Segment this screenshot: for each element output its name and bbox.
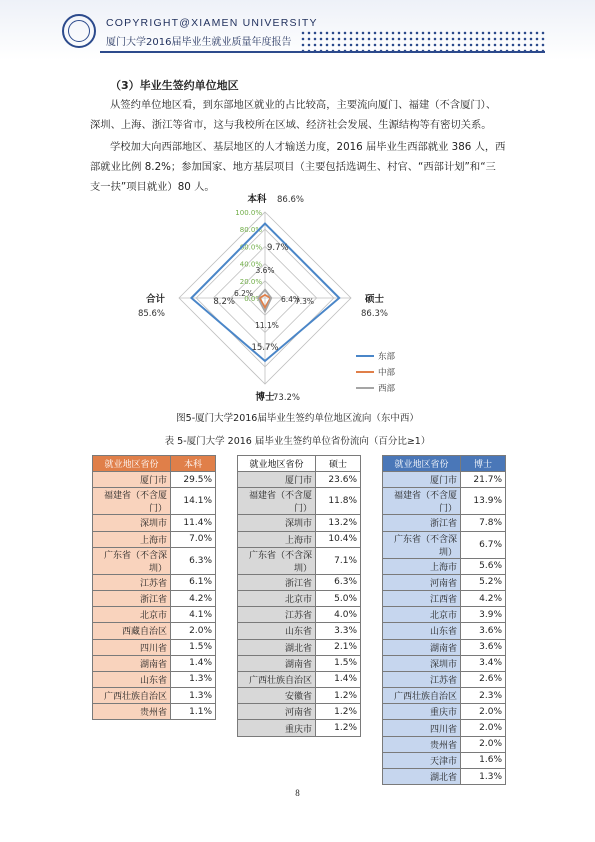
data-label-west: 15.7% [251, 343, 279, 353]
province-cell: 湖南省 [238, 655, 316, 671]
table-row [238, 671, 361, 687]
percent-cell: 1.3% [461, 769, 506, 785]
percent-cell: 1.5% [316, 655, 361, 671]
percent-cell: 1.4% [316, 671, 361, 687]
percent-cell: 6.7% [461, 531, 506, 558]
table-row [238, 639, 361, 655]
province-cell: 北京市 [93, 607, 171, 623]
province-cell: 广东省（不含深圳） [93, 547, 171, 574]
figure-caption: 图5-厦门大学2016届毕业生签约单位地区流向（东中西） [176, 413, 419, 424]
paragraph-2-line-3: 支一扶”项目就业）80 人。 [90, 181, 215, 193]
table-row [238, 688, 361, 704]
university-logo [62, 14, 96, 48]
percent-cell: 6.3% [316, 574, 361, 590]
percent-cell: 3.6% [461, 639, 506, 655]
legend-label: 东部 [378, 352, 396, 362]
percent-cell: 4.1% [171, 607, 216, 623]
table-row [383, 488, 506, 515]
table-master [237, 455, 361, 737]
table-row [238, 547, 361, 574]
table-row [93, 531, 216, 547]
table-row [93, 688, 216, 704]
percent-cell: 10.4% [316, 531, 361, 547]
province-cell: 福建省（不含厦门） [383, 488, 461, 515]
data-label-east: 85.6% [137, 309, 165, 319]
table-row [93, 639, 216, 655]
province-cell: 上海市 [238, 531, 316, 547]
percent-cell: 29.5% [171, 472, 216, 488]
table-row [93, 671, 216, 687]
percent-cell: 7.8% [461, 515, 506, 531]
tick-label: 60.0% [239, 243, 262, 252]
province-cell: 河南省 [238, 704, 316, 720]
percent-cell: 4.2% [171, 590, 216, 606]
percent-cell: 11.8% [316, 488, 361, 515]
section-heading: （3）毕业生签约单位地区 [110, 79, 239, 92]
page-number: 8 [295, 788, 300, 798]
axis-label: 合计 [145, 294, 165, 305]
percent-cell: 5.0% [316, 590, 361, 606]
table-row [383, 671, 506, 687]
percent-cell: 23.6% [316, 472, 361, 488]
province-cell: 广西壮族自治区 [93, 688, 171, 704]
percent-cell: 1.1% [171, 704, 216, 720]
table-row [383, 704, 506, 720]
table-row [93, 488, 216, 515]
data-label-west: 8.2% [213, 297, 235, 307]
table-row [93, 515, 216, 531]
header-dot-pattern [300, 30, 545, 52]
province-cell: 北京市 [238, 590, 316, 606]
percent-cell: 5.6% [461, 558, 506, 574]
paragraph-1 [90, 95, 530, 135]
province-cell: 山东省 [238, 623, 316, 639]
table-caption: 表 5-厦门大学 2016 届毕业生签约单位省份流向（百分比≥1） [164, 436, 431, 447]
percent-cell: 21.7% [461, 472, 506, 488]
header-degree: 硕士 [316, 456, 361, 472]
header-degree: 本科 [171, 456, 216, 472]
province-cell: 河南省 [383, 574, 461, 590]
percent-cell: 2.0% [461, 736, 506, 752]
province-cell: 湖南省 [93, 655, 171, 671]
tick-label: 100.0% [235, 209, 262, 217]
percent-cell: 2.0% [171, 623, 216, 639]
table-row [238, 590, 361, 606]
percent-cell: 11.4% [171, 515, 216, 531]
province-cell: 湖北省 [238, 639, 316, 655]
page-header [0, 0, 595, 60]
table-row [93, 607, 216, 623]
province-cell: 重庆市 [238, 720, 316, 736]
data-label-central: 3.6% [255, 266, 275, 275]
header-degree: 博士 [461, 456, 506, 472]
province-cell: 四川省 [93, 639, 171, 655]
table-row [383, 515, 506, 531]
province-cell: 广东省（不含深圳） [238, 547, 316, 574]
percent-cell: 2.0% [461, 720, 506, 736]
province-cell: 厦门市 [93, 472, 171, 488]
percent-cell: 13.2% [316, 515, 361, 531]
table-row [238, 720, 361, 736]
table-row [93, 655, 216, 671]
province-cell: 厦门市 [383, 472, 461, 488]
percent-cell: 2.6% [461, 671, 506, 687]
table-row [93, 547, 216, 574]
table-row [93, 704, 216, 720]
table-row [383, 769, 506, 785]
table-row [383, 720, 506, 736]
percent-cell: 1.6% [461, 752, 506, 768]
table-undergrad [92, 455, 216, 720]
table-row [238, 623, 361, 639]
paragraph-1-line-1: 从签约单位地区看，到东部地区就业的占比较高，主要流向厦门、福建（不含厦门）、 [110, 99, 497, 111]
paragraph-2-line-1: 学校加大向西部地区、基层地区的人才输送力度，2016 届毕业生西部就业 386 人，西 [110, 141, 506, 153]
header-subtitle: 厦门大学2016届毕业生就业质量年度报告 [106, 37, 292, 48]
percent-cell: 4.0% [316, 607, 361, 623]
data-label-central: 11.1% [255, 321, 279, 330]
table-row [238, 472, 361, 488]
table-row [238, 515, 361, 531]
data-label-west: 9.7% [267, 243, 289, 253]
data-label-west: 7.3% [295, 297, 315, 306]
percent-cell: 7.0% [171, 531, 216, 547]
province-cell: 安徽省 [238, 688, 316, 704]
axis-label: 硕士 [365, 294, 385, 305]
header-province: 就业地区省份 [383, 456, 461, 472]
table-doctor [382, 455, 506, 785]
paragraph-2-line-2: 部就业比例 8.2%；参加国家、地方基层项目（主要包括选调生、村官、“西部计划”和“三 [90, 161, 496, 173]
table-row [238, 655, 361, 671]
data-label-east: 86.3% [361, 309, 389, 319]
province-cell: 广西壮族自治区 [383, 688, 461, 704]
header-province: 就业地区省份 [238, 456, 316, 472]
province-cell: 深圳市 [238, 515, 316, 531]
table-header-row [238, 456, 361, 472]
data-label-central: 6.4% [281, 295, 301, 304]
table-row [383, 752, 506, 768]
table-row [238, 531, 361, 547]
province-cell: 贵州省 [383, 736, 461, 752]
table-row [93, 472, 216, 488]
tick-label: 0.0% [244, 295, 262, 303]
province-cell: 贵州省 [93, 704, 171, 720]
table-row [238, 488, 361, 515]
province-cell: 浙江省 [383, 515, 461, 531]
percent-cell: 1.5% [171, 639, 216, 655]
table-row [383, 607, 506, 623]
header-rule [100, 51, 545, 53]
percent-cell: 1.2% [316, 720, 361, 736]
percent-cell: 1.4% [171, 655, 216, 671]
percent-cell: 1.2% [316, 688, 361, 704]
table-row [93, 590, 216, 606]
table-row [383, 736, 506, 752]
percent-cell: 2.3% [461, 688, 506, 704]
percent-cell: 3.6% [461, 623, 506, 639]
province-cell: 四川省 [383, 720, 461, 736]
percent-cell: 2.0% [461, 704, 506, 720]
axis-label: 博士 [255, 392, 275, 403]
percent-cell: 1.3% [171, 688, 216, 704]
percent-cell: 6.3% [171, 547, 216, 574]
province-cell: 厦门市 [238, 472, 316, 488]
percent-cell: 7.1% [316, 547, 361, 574]
axis-label: 本科 [247, 194, 267, 205]
percent-cell: 2.1% [316, 639, 361, 655]
tick-label: 80.0% [239, 226, 262, 235]
percent-cell: 3.3% [316, 623, 361, 639]
legend-label: 西部 [378, 384, 396, 394]
province-cell: 北京市 [383, 607, 461, 623]
tick-label: 40.0% [239, 260, 262, 269]
province-cell: 湖北省 [383, 769, 461, 785]
table-row [383, 688, 506, 704]
province-cell: 深圳市 [93, 515, 171, 531]
province-cell: 浙江省 [238, 574, 316, 590]
province-cell: 福建省（不含厦门） [93, 488, 171, 515]
table-header-row [93, 456, 216, 472]
province-cell: 江苏省 [383, 671, 461, 687]
data-label-central: 6.2% [233, 289, 253, 298]
header-province: 就业地区省份 [93, 456, 171, 472]
header-title: COPYRIGHT@XIAMEN UNIVERSITY [106, 17, 318, 29]
percent-cell: 3.9% [461, 607, 506, 623]
province-cell: 深圳市 [383, 655, 461, 671]
province-cell: 上海市 [383, 558, 461, 574]
percent-cell: 14.1% [171, 488, 216, 515]
province-cell: 山东省 [93, 671, 171, 687]
percent-cell: 1.3% [171, 671, 216, 687]
table-row [383, 472, 506, 488]
province-cell: 天津市 [383, 752, 461, 768]
percent-cell: 4.2% [461, 590, 506, 606]
table-row [238, 574, 361, 590]
province-cell: 西藏自治区 [93, 623, 171, 639]
data-label-east: 73.2% [273, 393, 301, 403]
province-cell: 江苏省 [93, 574, 171, 590]
table-row [383, 655, 506, 671]
percent-cell: 5.2% [461, 574, 506, 590]
table-row [238, 704, 361, 720]
province-cell: 广西壮族自治区 [238, 671, 316, 687]
table-row [383, 639, 506, 655]
table-row [383, 558, 506, 574]
province-cell: 湖南省 [383, 639, 461, 655]
data-label-east: 86.6% [277, 195, 305, 205]
percent-cell: 3.4% [461, 655, 506, 671]
table-row [383, 574, 506, 590]
table-row [383, 531, 506, 558]
province-cell: 江苏省 [238, 607, 316, 623]
province-cell: 福建省（不含厦门） [238, 488, 316, 515]
province-cell: 江西省 [383, 590, 461, 606]
table-row [383, 623, 506, 639]
province-cell: 上海市 [93, 531, 171, 547]
paragraph-1-line-2: 深圳、上海、浙江等省市，这与我校所在区域、经济社会发展、生源结构等有密切关系。 [90, 119, 492, 131]
province-cell: 重庆市 [383, 704, 461, 720]
table-header-row [383, 456, 506, 472]
percent-cell: 1.2% [316, 704, 361, 720]
percent-cell: 13.9% [461, 488, 506, 515]
table-row [93, 574, 216, 590]
table-row [238, 607, 361, 623]
percent-cell: 6.1% [171, 574, 216, 590]
table-row [93, 623, 216, 639]
tick-label: 20.0% [239, 277, 262, 286]
province-cell: 浙江省 [93, 590, 171, 606]
province-cell: 广东省（不含深圳） [383, 531, 461, 558]
province-cell: 山东省 [383, 623, 461, 639]
legend-label: 中部 [378, 368, 396, 378]
table-row [383, 590, 506, 606]
